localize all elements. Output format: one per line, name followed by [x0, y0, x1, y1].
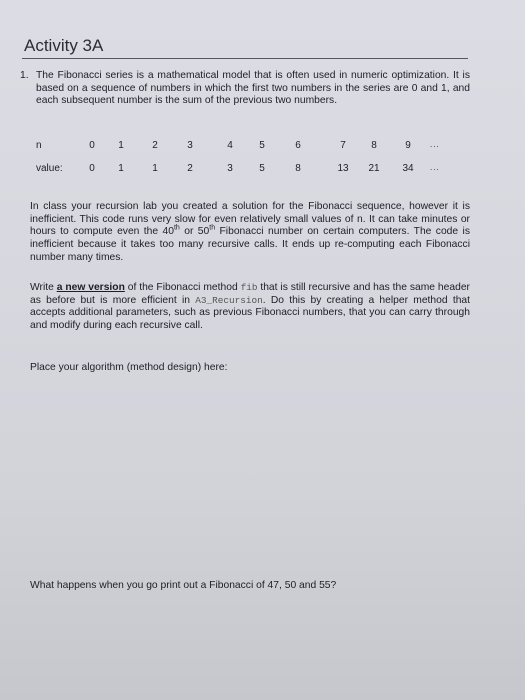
question-prompt: What happens when you go print out a Fibonacci of 47, 50 and 55?	[30, 580, 337, 591]
value-cell: 3	[227, 163, 233, 174]
para1-text: or 50	[179, 226, 210, 238]
instruction-paragraph-2	[30, 282, 470, 333]
value-cell: 5	[259, 163, 265, 174]
superscript: th	[209, 224, 216, 232]
question-1	[20, 70, 470, 108]
n-cell: 2	[152, 140, 158, 151]
n-cell: 0	[89, 140, 95, 151]
fib-n-row	[36, 140, 456, 154]
para2-text: that is still recursive and has the same header as before but is more efficient in	[30, 282, 470, 306]
para2-text: of the Fibonacci method	[124, 282, 241, 293]
n-cell: 5	[259, 140, 265, 151]
value-cell: 1	[118, 163, 124, 174]
value-label: value:	[36, 163, 63, 174]
n-cell: 7	[340, 140, 346, 151]
fib-value-row	[36, 163, 456, 177]
algorithm-prompt: Place your algorithm (method design) here:	[30, 362, 228, 373]
code-fib: fib	[240, 282, 258, 293]
value-cell: 2	[187, 163, 193, 174]
para2-text: . Do this by creating a helper method that accepts additional parameters, such as previous Fibonacci numbers, that you can carry through and modify during each recursive call.	[30, 294, 471, 332]
emphasis-text: a new version	[56, 282, 125, 293]
page-title: Activity 3A	[24, 36, 104, 55]
value-cell: 8	[295, 163, 301, 174]
para1-text: Fibonacci number on certain computers. The code is inefficient because it takes too many recursive calls. It ends up re-computing each Fibonacci number many times.	[30, 226, 470, 263]
code-class-name: A3_Recursion	[195, 294, 263, 306]
n-cell: 4	[227, 140, 233, 151]
question-number: 1.	[20, 70, 29, 81]
n-label: n	[36, 140, 42, 151]
n-cell: 1	[118, 140, 124, 151]
n-cell: 3	[187, 140, 193, 151]
title-divider	[22, 58, 468, 59]
n-cell: 8	[371, 140, 377, 151]
n-cell: 6	[295, 140, 301, 151]
superscript: th	[173, 224, 180, 232]
value-cell: 13	[337, 163, 349, 174]
value-cell: 1	[152, 163, 158, 174]
value-cell: 0	[89, 163, 95, 174]
para1-text: In class your recursion lab you created a solution for the Fibonacci sequence, however it is inefficient. This code runs very slow for even relatively small values of n. It can take minutes or hours to compute even the 40	[30, 201, 470, 238]
n-ellipsis: ...	[430, 140, 440, 149]
para2-text: Write	[30, 282, 57, 293]
question-1-text: The Fibonacci series is a mathematical model that is often used in numeric optimization. It is based on a sequence of numbers in which the first two numbers in the series are 0 and 1, and each subsequent number is the sum of the previous two numbers.	[36, 70, 470, 107]
instruction-paragraph-1	[30, 201, 470, 265]
value-cell: 34	[402, 163, 414, 174]
value-cell: 21	[368, 163, 380, 174]
value-ellipsis: ...	[430, 163, 440, 172]
n-cell: 9	[405, 140, 411, 151]
